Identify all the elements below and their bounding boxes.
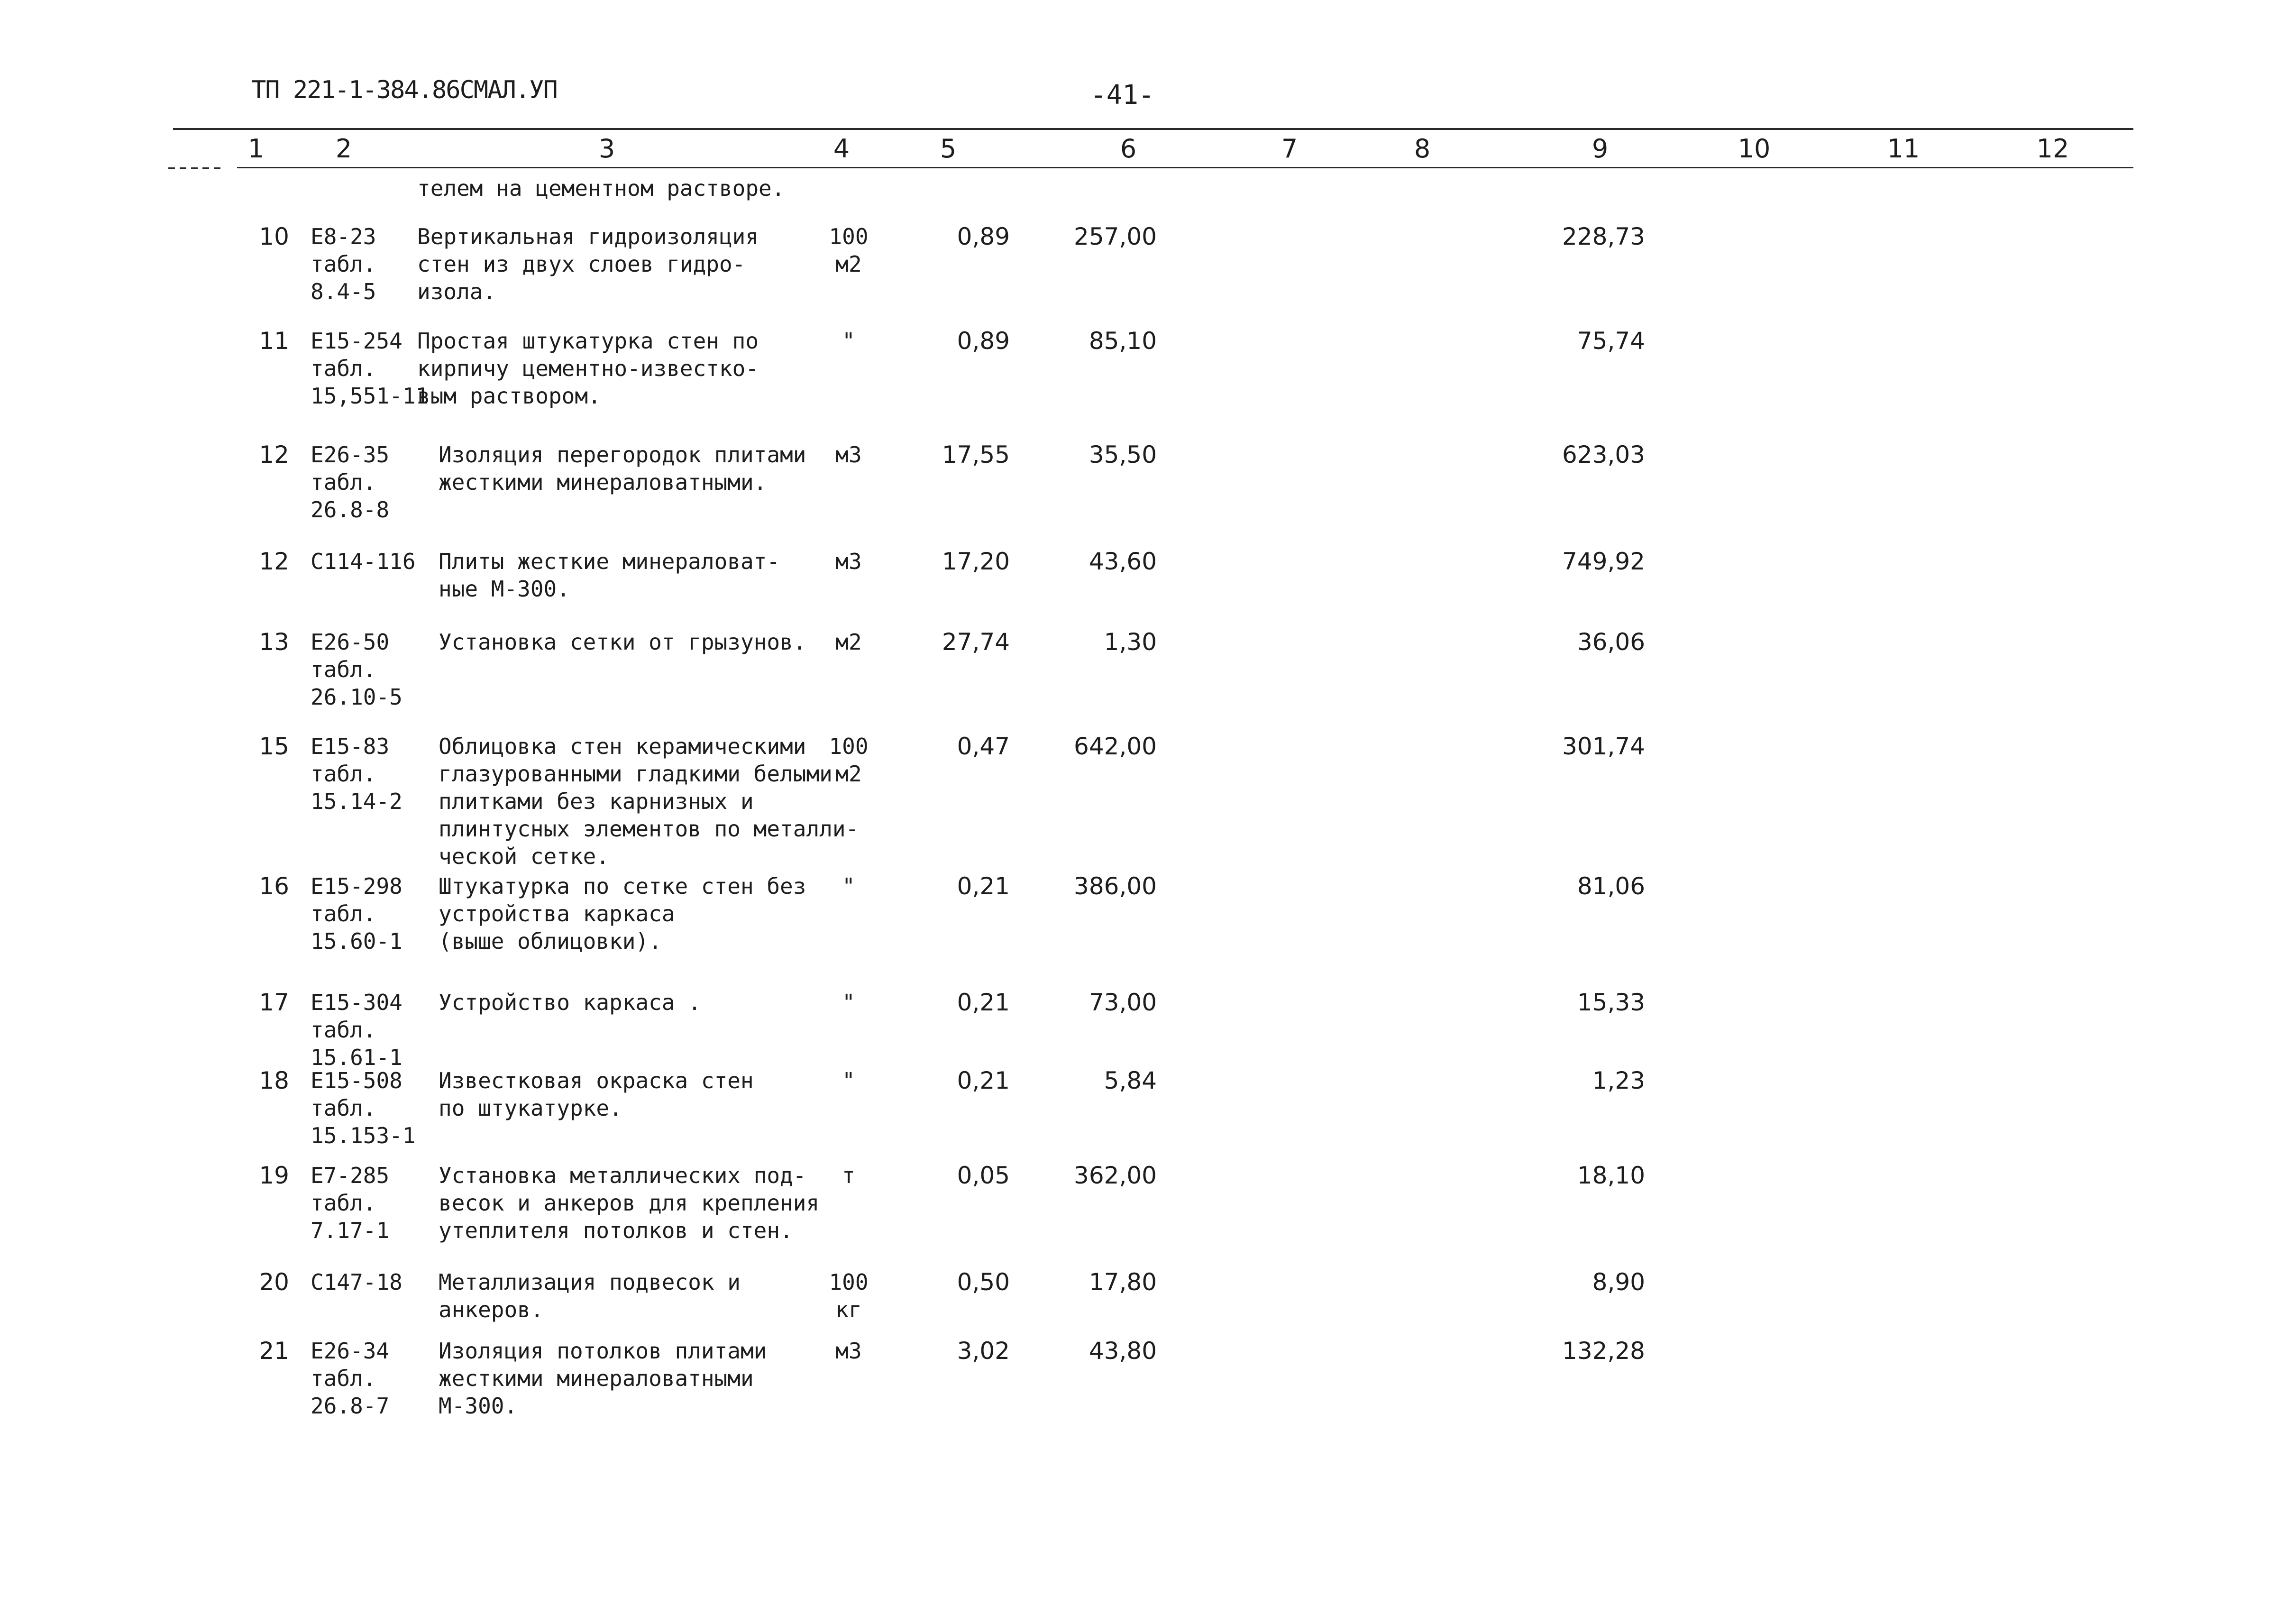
work-description: Установка металлических под- весок и анкеров для крепления утеплителя потолков и стен.: [439, 1163, 820, 1243]
row-number: 19: [259, 1162, 289, 1189]
rate-code: Е7-285 табл. 7.17-1: [311, 1163, 390, 1243]
unit-price: 43,60: [1089, 548, 1157, 575]
quantity: 3,02: [957, 1337, 1010, 1365]
column-number-9: 9: [1592, 134, 1609, 164]
column-number-12: 12: [2036, 134, 2069, 164]
unit-price: 35,50: [1089, 441, 1157, 468]
quantity: 17,20: [942, 548, 1010, 575]
rate-code: Е26-35 табл. 26.8-8: [311, 442, 390, 523]
rate-code: Е8-23 табл. 8.4-5: [311, 224, 376, 304]
work-description: Установка сетки от грызунов.: [439, 629, 806, 655]
column-number-7: 7: [1281, 134, 1298, 164]
rate-code: Е26-34 табл. 26.8-7: [311, 1338, 390, 1419]
unit: м2: [835, 629, 862, 655]
work-description: Устройство каркаса .: [439, 990, 701, 1015]
row-number: 15: [259, 733, 289, 760]
total-cost: 8,90: [1592, 1268, 1645, 1296]
row-number: 13: [259, 628, 289, 656]
rate-code: Е15-304 табл. 15.61-1: [311, 990, 402, 1070]
quantity: 0,21: [957, 1067, 1010, 1094]
total-cost: 749,92: [1562, 548, 1645, 575]
unit-price: 642,00: [1074, 733, 1157, 760]
column-number-10: 10: [1738, 134, 1771, 164]
unit: м3: [835, 549, 862, 574]
work-description: Металлизация подвесок и анкеров.: [439, 1269, 741, 1322]
work-description: Штукатурка по сетке стен без устройства каркаса (выше облицовки).: [439, 873, 806, 954]
rate-code: Е15-508 табл. 15.153-1: [311, 1068, 416, 1148]
unit-price: 43,80: [1089, 1337, 1157, 1365]
unit: 100 м2: [829, 224, 869, 277]
row-number: 17: [259, 989, 289, 1016]
rate-code: С114-116: [311, 549, 416, 574]
column-number-3: 3: [598, 134, 615, 164]
column-number-6: 6: [1120, 134, 1137, 164]
rate-code: Е15-254 табл. 15,551-11: [311, 328, 429, 409]
quantity: 0,21: [957, 872, 1010, 900]
row-number: 11: [259, 327, 289, 355]
column-number-2: 2: [335, 134, 352, 164]
unit: ": [842, 990, 855, 1015]
header-rule-top: [173, 128, 2133, 130]
work-description: Вертикальная гидроизоляция стен из двух слоев гидро- изола.: [417, 224, 759, 304]
unit: м3: [835, 1338, 862, 1364]
unit: м3: [835, 442, 862, 468]
quantity: 0,50: [957, 1268, 1010, 1296]
rate-code: Е26-50 табл. 26.10-5: [311, 629, 402, 710]
unit-price: 73,00: [1089, 989, 1157, 1016]
unit: ": [842, 873, 855, 899]
rate-code: С147-18: [311, 1269, 402, 1295]
column-number-4: 4: [833, 134, 850, 164]
row-number: 12: [259, 441, 289, 468]
work-description: Изоляция перегородок плитами жесткими минераловатными.: [439, 442, 806, 495]
unit-price: 1,30: [1104, 628, 1157, 656]
total-cost: 15,33: [1577, 989, 1645, 1016]
unit: т: [842, 1163, 855, 1188]
quantity: 0,89: [957, 223, 1010, 250]
unit-price: 362,00: [1074, 1162, 1157, 1189]
work-description: Плиты жесткие минераловат- ные М-300.: [439, 549, 780, 602]
work-description: Облицовка стен керамическими глазурованными гладкими белыми плитками без карнизных и плинтусных элементов по металли- ческой сетке.: [439, 734, 859, 869]
total-cost: 623,03: [1562, 441, 1645, 468]
row-number: 16: [259, 872, 289, 900]
column-number-5: 5: [940, 134, 957, 164]
quantity: 0,05: [957, 1162, 1010, 1189]
total-cost: 81,06: [1577, 872, 1645, 900]
quantity: 27,74: [942, 628, 1010, 656]
row-number: 10: [259, 223, 289, 250]
unit: ": [842, 328, 855, 354]
total-cost: 228,73: [1562, 223, 1645, 250]
header-rule-bottom: [237, 167, 2133, 168]
row-number: 18: [259, 1067, 289, 1094]
work-description: Простая штукатурка стен по кирпичу цементно-известко- вым раствором.: [417, 328, 759, 409]
header-rule-dash: [168, 167, 220, 169]
total-cost: 301,74: [1562, 733, 1645, 760]
unit: 100 м2: [829, 734, 869, 787]
total-cost: 132,28: [1562, 1337, 1645, 1365]
row-number: 12: [259, 548, 289, 575]
quantity: 0,47: [957, 733, 1010, 760]
unit: 100 кг: [829, 1269, 869, 1322]
total-cost: 75,74: [1577, 327, 1645, 355]
total-cost: 1,23: [1592, 1067, 1645, 1094]
unit-price: 85,10: [1089, 327, 1157, 355]
row-number: 20: [259, 1268, 289, 1296]
rate-code: Е15-298 табл. 15.60-1: [311, 873, 402, 954]
unit-price: 257,00: [1074, 223, 1157, 250]
row-number: 21: [259, 1337, 289, 1365]
rate-code: Е15-83 табл. 15.14-2: [311, 734, 402, 814]
quantity: 0,21: [957, 989, 1010, 1016]
quantity: 0,89: [957, 327, 1010, 355]
work-description: Известковая окраска стен по штукатурке.: [439, 1068, 754, 1121]
document-code: ТП 221-1-384.86СМАЛ.УП: [251, 76, 557, 104]
total-cost: 18,10: [1577, 1162, 1645, 1189]
continuation-text: телем на цементном растворе.: [417, 175, 785, 201]
unit-price: 17,80: [1089, 1268, 1157, 1296]
unit: ": [842, 1068, 855, 1093]
unit-price: 5,84: [1104, 1067, 1157, 1094]
work-description: Изоляция потолков плитами жесткими минераловатными М-300.: [439, 1338, 767, 1419]
column-number-11: 11: [1887, 134, 1920, 164]
column-number-1: 1: [247, 134, 265, 164]
column-number-8: 8: [1414, 134, 1431, 164]
page-number: -41-: [1090, 80, 1154, 110]
unit-price: 386,00: [1074, 872, 1157, 900]
quantity: 17,55: [942, 441, 1010, 468]
total-cost: 36,06: [1577, 628, 1645, 656]
